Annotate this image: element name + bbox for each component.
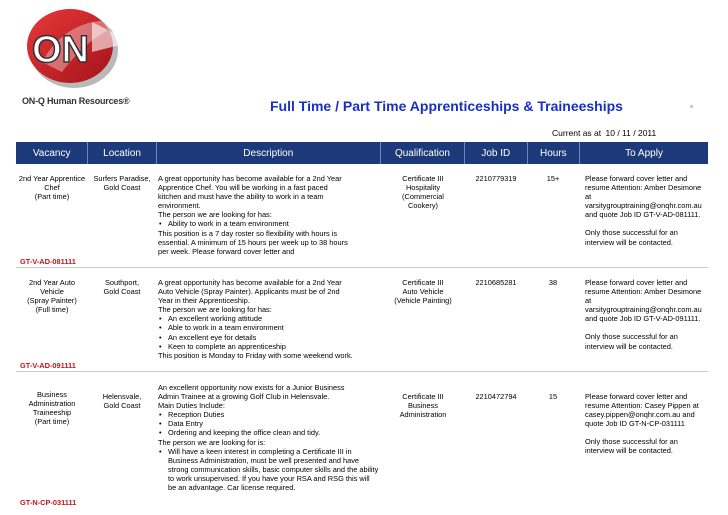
description-line: This position is a 7 day roster so flexibility with hours is xyxy=(158,228,338,238)
vacancy-line: (Part time) xyxy=(34,417,70,427)
table-row xyxy=(16,268,708,372)
location-cell xyxy=(88,164,156,267)
bullet-item: • Reception Duties xyxy=(166,410,379,419)
qualification-line: Certificate III xyxy=(402,392,444,401)
apply-line: resume Attention: Casey Pippen at xyxy=(585,401,699,411)
job-code: GT-N-CP-031111 xyxy=(20,498,77,507)
apply-cell xyxy=(579,164,708,267)
vacancy-line: Business xyxy=(37,390,67,399)
hours-cell: 15+ xyxy=(546,174,560,183)
apply-line: Please forward cover letter and xyxy=(585,174,688,183)
qualification-line: Hospitality xyxy=(405,183,441,193)
current-label: Current as at xyxy=(552,128,602,138)
vacancy-line: (Part time) xyxy=(34,192,70,202)
onq-logo xyxy=(22,2,142,92)
bullet-item: • An excellent eye for details xyxy=(166,333,379,342)
vacancy-line: Chef xyxy=(44,183,60,193)
vacancy-line: Traineeship xyxy=(32,408,72,418)
job-code: GT-V-AD-081111 xyxy=(20,257,76,266)
vacancy-line: 2nd Year Apprentice xyxy=(18,174,86,183)
logo-tagline: ON-Q Human Resources® xyxy=(22,96,130,106)
apply-line: and quote Job ID GT-V-AD-081111. xyxy=(585,210,701,220)
apply-line: and quote Job ID GT-V-AD-091111. xyxy=(585,314,701,324)
location-line: Gold Coast xyxy=(103,287,141,297)
spacer xyxy=(585,219,706,228)
description-line: The person we are looking for is: xyxy=(158,437,266,447)
vacancy-line: Administration xyxy=(28,399,76,409)
description-cell xyxy=(156,164,381,267)
apply-line: quote Job ID GT-N-CP-031111 xyxy=(585,419,685,429)
bullet-item: • Keen to complete an apprenticeship xyxy=(166,342,379,351)
description-line: Apprentice Chef. You will be working in a fast paced xyxy=(158,183,328,193)
bullet-list xyxy=(158,219,379,228)
description-line: environment. xyxy=(158,201,201,211)
qualification-line: Business xyxy=(408,401,438,411)
vacancy-line: (Spray Painter) xyxy=(27,296,77,306)
col-header-job-id: Job ID xyxy=(465,142,527,164)
description-line: kitchen and must have the ability to work in a team xyxy=(158,192,324,202)
apply-line: at xyxy=(585,192,592,202)
apply-line: Please forward cover letter and xyxy=(585,278,688,287)
qualification-cell xyxy=(381,164,465,267)
bullet-item: • Able to work in a team environment xyxy=(166,323,379,332)
description-cell xyxy=(156,268,381,371)
bullet-item: • Ordering and keeping the office clean and tidy. xyxy=(166,428,379,437)
bullet-list xyxy=(158,314,379,350)
vacancy-cell xyxy=(16,164,88,267)
job-code: GT-V-AD-091111 xyxy=(20,361,76,370)
apply-line: Please forward cover letter and xyxy=(585,392,688,401)
apply-note: Only those successful for an xyxy=(585,228,678,238)
apply-note: Only those successful for an xyxy=(585,332,678,342)
job-id-cell: 2210685281 xyxy=(475,278,517,287)
job-id-cell: 2210472794 xyxy=(475,392,517,401)
description-line: A great opportunity has become available for a 2nd Year xyxy=(158,278,342,287)
vacancy-cell xyxy=(16,372,88,512)
decorative-dot xyxy=(690,105,693,108)
vacancy-line: 2nd Year Auto xyxy=(28,278,76,287)
svg-text:ON: ON xyxy=(32,29,89,71)
location-line: Gold Coast xyxy=(103,401,141,411)
col-header-description: Description xyxy=(157,142,381,164)
apply-email[interactable]: varsitygrouptraining@onqhr.com.au xyxy=(585,201,702,211)
bullet-item: • An excellent working attitude xyxy=(166,314,379,323)
table-row xyxy=(16,164,708,268)
current-value: 10 / 11 / 2011 xyxy=(605,128,657,138)
apply-note: interview will be contacted. xyxy=(585,237,673,247)
col-header-to-apply: To Apply xyxy=(625,147,663,159)
apply-note: interview will be contacted. xyxy=(585,341,673,351)
hours-cell: 38 xyxy=(548,278,558,287)
apply-cell xyxy=(579,372,708,512)
qualification-line: Cookery) xyxy=(408,201,438,211)
description-line: The person we are looking for has: xyxy=(158,305,272,315)
col-header-vacancy: Vacancy xyxy=(16,142,88,164)
qualification-line: Auto Vehicle xyxy=(402,287,444,297)
col-header-location: Location xyxy=(88,142,156,164)
vacancy-cell xyxy=(16,268,88,371)
job-id-cell: 2210779319 xyxy=(475,174,517,183)
apply-line: resume Attention: Amber Desimone xyxy=(585,183,702,193)
apply-cell xyxy=(579,268,708,371)
qualification-line: (Vehicle Painting) xyxy=(394,296,452,306)
col-header-qualification: Qualification xyxy=(381,142,465,164)
location-line: Surfers Paradise, xyxy=(93,174,151,183)
apply-line: resume Attention: Amber Desimone xyxy=(585,287,702,297)
bullet-item: • Ability to work in a team environment xyxy=(166,219,379,228)
bullet-item: • Data Entry xyxy=(166,419,379,428)
location-cell xyxy=(88,268,156,371)
description-line: A great opportunity has become available for a 2nd Year xyxy=(158,174,342,183)
qualification-line: Certificate III xyxy=(402,278,444,287)
location-line: Gold Coast xyxy=(103,183,141,193)
table-row xyxy=(16,372,708,512)
description-line: per week. Please forward cover letter and xyxy=(158,246,295,256)
vacancy-table xyxy=(16,142,708,512)
apply-note: Only those successful for an xyxy=(585,437,678,447)
spacer xyxy=(585,428,706,437)
apply-email[interactable]: varsitygrouptraining@onqhr.com.au xyxy=(585,305,702,315)
description-line: An excellent opportunity now exists for a Junior Business xyxy=(158,383,345,392)
description-cell xyxy=(156,372,381,512)
description-line: Main Duties Include: xyxy=(158,401,225,411)
qualification-line: (Commercial xyxy=(402,192,444,202)
table-header xyxy=(16,142,708,164)
description-line: Auto Vehicle (Spray Painter). Applicants must be of 2nd xyxy=(158,287,340,297)
qualification-line: Administration xyxy=(399,410,447,420)
page-title: Full Time / Part Time Apprenticeships & Traineeships xyxy=(270,98,623,114)
description-line: essential. A minimum of 15 hours per week up to 38 hours xyxy=(158,237,348,247)
col-header-hours: Hours xyxy=(528,142,581,164)
location-cell xyxy=(88,372,156,512)
location-line: Helensvale, xyxy=(102,392,142,401)
apply-line: at xyxy=(585,296,592,306)
description-line: Admin Trainee at a growing Golf Club in Helensvale. xyxy=(158,392,330,402)
vacancy-line: (Full time) xyxy=(35,305,69,315)
description-line: The person we are looking for has: xyxy=(158,210,272,220)
bullet-list xyxy=(158,447,379,492)
qualification-cell xyxy=(381,268,465,371)
location-line: Southport, xyxy=(104,278,140,287)
spacer xyxy=(585,323,706,332)
bullet-list xyxy=(158,410,379,437)
description-line: This position is Monday to Friday with some weekend work. xyxy=(158,350,353,360)
apply-email[interactable]: casey.pippen@onqhr.com.au and xyxy=(585,410,695,420)
apply-note: interview will be contacted. xyxy=(585,446,673,456)
hours-cell: 15 xyxy=(548,392,558,401)
bullet-item: • Will have a keen interest in completing a Certificate III in Business Administration, must be well presented and have strong communication skills, basic computer skills and the ability to work unsupervised. If you have your RSA and RSG this will be an advantage. Car license required. xyxy=(166,447,379,492)
qualification-line: Certificate III xyxy=(402,174,444,183)
description-line: Year in their Apprenticeship. xyxy=(158,296,250,306)
current-date xyxy=(550,128,656,138)
vacancy-line: Vehicle xyxy=(40,287,64,297)
qualification-cell xyxy=(381,372,465,512)
